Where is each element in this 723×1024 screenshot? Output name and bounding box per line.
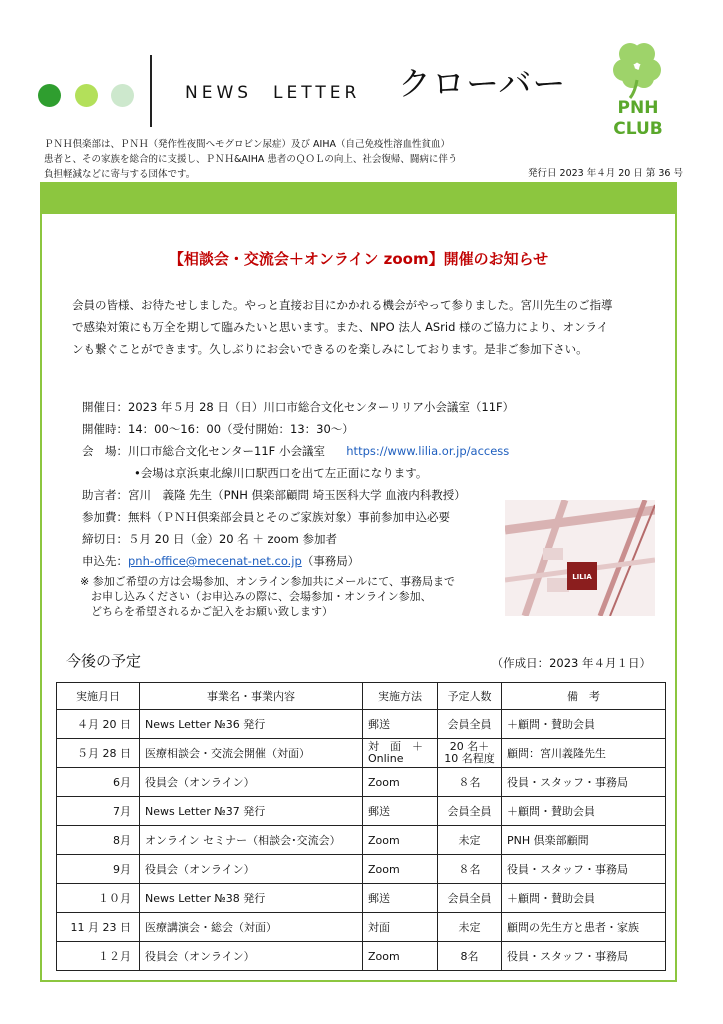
event-date: 開催日：2023 年５月 28 日（日）川口市総合文化センターリリア小会議室（11F） bbox=[82, 400, 515, 414]
cell-event: 役員会（オンライン） bbox=[140, 855, 363, 884]
schedule-header-row bbox=[57, 683, 666, 710]
header-count: 予定人数 bbox=[438, 683, 502, 710]
header-date: 実施月日 bbox=[57, 683, 140, 710]
table-row bbox=[57, 884, 666, 913]
club-logo-text bbox=[604, 98, 672, 140]
newsletter-label: NEWS LETTER bbox=[185, 83, 361, 103]
green-band bbox=[40, 182, 677, 214]
cell-notes: 役員・スタッフ・事務局 bbox=[502, 855, 666, 884]
cell-count: ８名 bbox=[438, 768, 502, 797]
cell-method: 郵送 bbox=[363, 797, 438, 826]
cell-count: 未定 bbox=[438, 826, 502, 855]
intro-line: 負担軽減などに寄与する団体です。 bbox=[44, 169, 196, 180]
cell-event: News Letter №36 発行 bbox=[140, 710, 363, 739]
event-fee: 参加費：無料（ＰＮＨ倶楽部会員とそのご家族対象）事前参加申込必要 bbox=[82, 510, 450, 524]
map-lilia-label: LILIA bbox=[572, 573, 592, 581]
logo-line-club: CLUB bbox=[613, 119, 663, 139]
event-deadline: 締切日：５月 20 日（金）20 名 ＋ zoom 参加者 bbox=[82, 532, 338, 546]
cell-count: 会員全員 bbox=[438, 710, 502, 739]
cell-event: 医療講演会・総会（対面） bbox=[140, 913, 363, 942]
cell-date: 6月 bbox=[57, 768, 140, 797]
cell-notes: 役員・スタッフ・事務局 bbox=[502, 942, 666, 971]
club-intro bbox=[44, 137, 457, 182]
cell-method: 郵送 bbox=[363, 710, 438, 739]
cell-date: ５月 28 日 bbox=[57, 739, 140, 768]
cell-notes: PNH 倶楽部顧問 bbox=[502, 826, 666, 855]
cell-notes: ＋顧問・賛助会員 bbox=[502, 797, 666, 826]
event-advisor: 助言者：宮川 義隆 先生（PNH 倶楽部顧問 埼玉医科大学 血液内科教授） bbox=[82, 488, 466, 502]
event-apply bbox=[82, 550, 514, 572]
cell-method: Zoom bbox=[363, 768, 438, 797]
cell-date: 9月 bbox=[57, 855, 140, 884]
cell-count: ８名 bbox=[438, 855, 502, 884]
event-note bbox=[80, 574, 455, 619]
header-event: 事業名・事業内容 bbox=[140, 683, 363, 710]
decor-dot-3 bbox=[111, 84, 134, 107]
cell-event: News Letter №38 発行 bbox=[140, 884, 363, 913]
cell-method: Zoom bbox=[363, 855, 438, 884]
event-time: 開催時：14：00～16：00（受付開始：13：30～） bbox=[82, 422, 354, 436]
body-line: で感染対策にも万全を期して臨みたいと思います。また、NPO 法人 ASrid 様のご協力により、オンライ bbox=[72, 320, 609, 334]
schedule-title: 今後の予定 bbox=[66, 652, 142, 670]
apply-email-link[interactable]: pnh-office@mecenat-net.co.jp bbox=[128, 554, 302, 568]
cell-date: ４月 20 日 bbox=[57, 710, 140, 739]
body-line: ンも繋ぐことができます。久しぶりにお会いできるのを楽しみにしております。是非ご参加下さい。 bbox=[72, 342, 588, 356]
table-row bbox=[57, 797, 666, 826]
table-row bbox=[57, 855, 666, 884]
cell-notes: ＋顧問・賛助会員 bbox=[502, 710, 666, 739]
note-line: ※ 参加ご希望の方は会場参加、オンライン参加共にメールにて、事務局まで bbox=[80, 575, 455, 588]
apply-label: 申込先： bbox=[82, 554, 128, 568]
cell-event: 役員会（オンライン） bbox=[140, 768, 363, 797]
event-venue bbox=[82, 440, 514, 462]
cell-method: Zoom bbox=[363, 826, 438, 855]
cell-event: 医療相談会・交流会開催（対面） bbox=[140, 739, 363, 768]
table-row bbox=[57, 710, 666, 739]
table-row bbox=[57, 768, 666, 797]
intro-line: 患者と、その家族を総合的に支援し、ＰＮＨ&AIHA 患者のＱＯＬの向上、社会復帰、闘病に伴う bbox=[44, 154, 458, 165]
cell-method: Zoom bbox=[363, 942, 438, 971]
schedule-created: （作成日：2023 年４月１日） bbox=[491, 656, 651, 670]
table-row bbox=[57, 826, 666, 855]
note-line: どちらを希望されるかご記入をお願い致します） bbox=[80, 605, 333, 618]
cell-notes: ＋顧問・賛助会員 bbox=[502, 884, 666, 913]
newsletter-title: クローバー bbox=[398, 64, 567, 103]
venue-link[interactable]: https://www.lilia.or.jp/access bbox=[346, 444, 510, 458]
header-notes: 備 考 bbox=[502, 683, 666, 710]
cell-date: １２月 bbox=[57, 942, 140, 971]
event-body bbox=[72, 294, 662, 360]
cell-count: 会員全員 bbox=[438, 797, 502, 826]
cell-date: 7月 bbox=[57, 797, 140, 826]
cell-count: 8名 bbox=[438, 942, 502, 971]
cell-method: 郵送 bbox=[363, 884, 438, 913]
cell-date: 11 月 23 日 bbox=[57, 913, 140, 942]
header-method: 実施方法 bbox=[363, 683, 438, 710]
body-line: 会員の皆様、お待たせしました。やっと直接お目にかかれる機会がやって参りました。宮川先生のご指導 bbox=[72, 298, 613, 312]
clover-logo-icon bbox=[600, 40, 676, 100]
event-details bbox=[82, 396, 514, 572]
intro-line: ＰＮＨ倶楽部は、ＰＮＨ（発作性夜間へモグロビン尿症）及び AIHA（自己免疫性溶血性貧血） bbox=[44, 139, 450, 150]
cell-notes: 役員・スタッフ・事務局 bbox=[502, 768, 666, 797]
cell-method: 対面 bbox=[363, 913, 438, 942]
note-line: お申し込みください（お申込みの際に、会場参加・オンライン参加、 bbox=[80, 590, 432, 603]
event-access: •会場は京浜東北線川口駅西口を出て左正面になります。 bbox=[134, 466, 428, 480]
cell-count: 未定 bbox=[438, 913, 502, 942]
cell-count: 20 名＋ 10 名程度 bbox=[438, 739, 502, 768]
cell-date: 8月 bbox=[57, 826, 140, 855]
venue-map bbox=[505, 500, 655, 616]
cell-method: 対 面 ＋ Online bbox=[363, 739, 438, 768]
cell-count: 会員全員 bbox=[438, 884, 502, 913]
table-row bbox=[57, 913, 666, 942]
header-divider bbox=[150, 55, 152, 127]
event-title: 【相談会・交流会＋オンライン zoom】開催のお知らせ bbox=[168, 250, 549, 268]
cell-event: News Letter №37 発行 bbox=[140, 797, 363, 826]
decor-dot-1 bbox=[38, 84, 61, 107]
decor-dot-2 bbox=[75, 84, 98, 107]
schedule-table bbox=[56, 682, 666, 971]
cell-event: オンライン セミナー（相談会･交流会） bbox=[140, 826, 363, 855]
apply-suffix: （事務局） bbox=[301, 554, 360, 568]
cell-event: 役員会（オンライン） bbox=[140, 942, 363, 971]
table-row bbox=[57, 942, 666, 971]
logo-line-pnh: PNH bbox=[617, 98, 659, 118]
venue-text: 会 場：川口市総合文化センター11F 小会議室 bbox=[82, 444, 325, 458]
cell-date: １０月 bbox=[57, 884, 140, 913]
cell-notes: 顧問：宮川義隆先生 bbox=[502, 739, 666, 768]
issue-info: 発行日 2023 年４月 20 日 第 36 号 bbox=[528, 168, 683, 179]
cell-notes: 顧問の先生方と患者・家族 bbox=[502, 913, 666, 942]
table-row bbox=[57, 739, 666, 768]
